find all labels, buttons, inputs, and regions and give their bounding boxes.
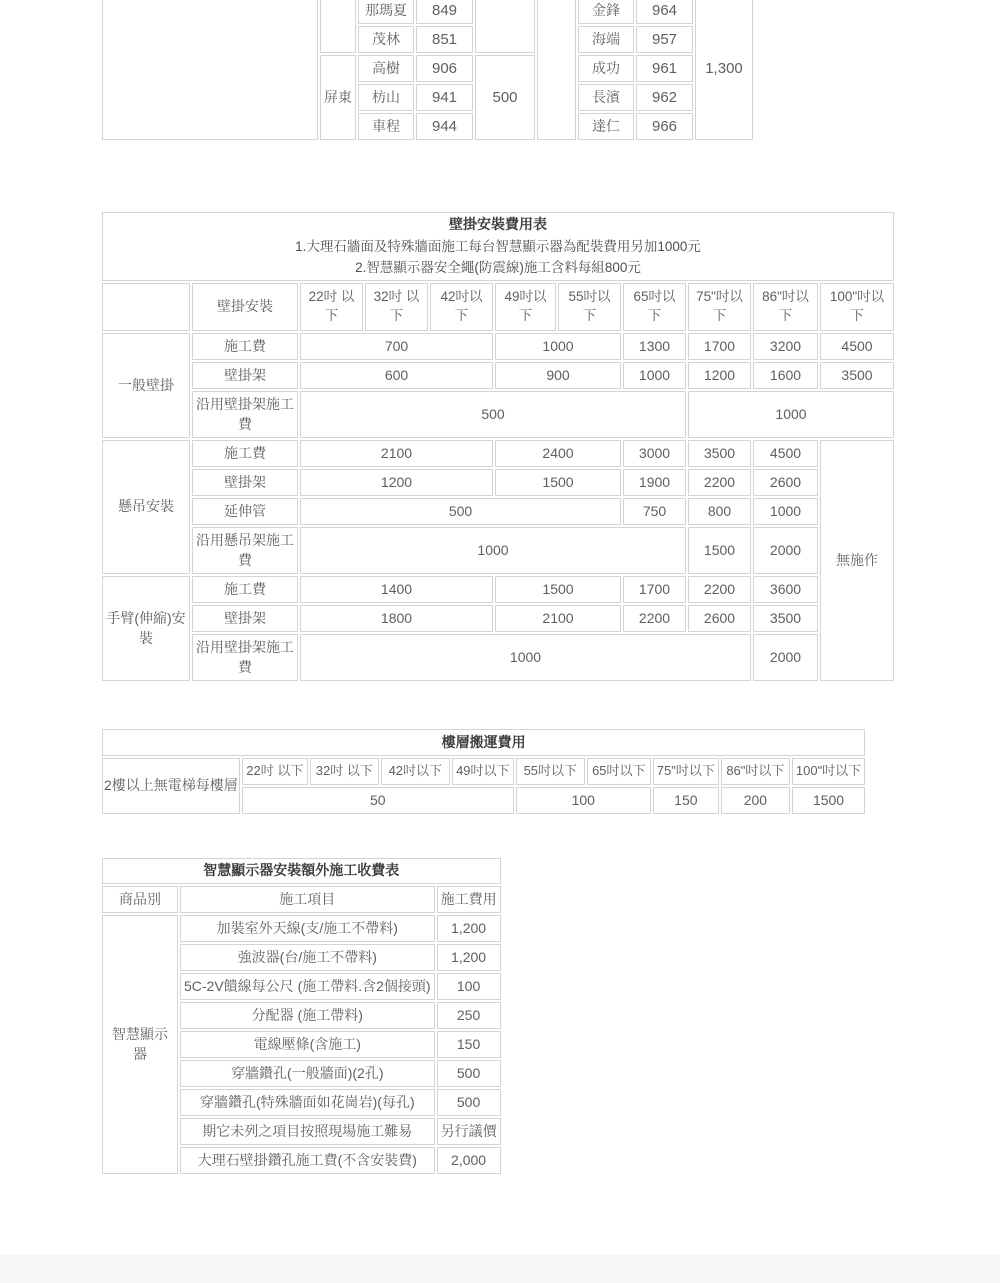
row-label: 施工費 — [192, 440, 298, 467]
item-cell: 穿牆鑽孔(特殊牆面如花崗岩)(每孔) — [180, 1089, 435, 1116]
location-cell: 枋山 — [358, 84, 414, 111]
location-cell: 茂林 — [358, 26, 414, 53]
fee-value: 2100 — [300, 440, 493, 467]
item-cell: 期它未列之項目按照現場施工難易 — [180, 1118, 435, 1145]
row-label: 壁掛架 — [192, 469, 298, 496]
size-header: 22吋 以下 — [300, 283, 363, 331]
fee-cell: 1,200 — [437, 915, 501, 942]
fee-value: 1400 — [300, 576, 493, 603]
fee-value: 1700 — [688, 333, 751, 360]
fee-cell: 100 — [437, 973, 501, 1000]
extra-construction-fee-table — [100, 856, 503, 1176]
fee-value: 3200 — [753, 333, 818, 360]
size-header: 86"吋以下 — [721, 758, 790, 785]
extra-fee-table-wrap — [100, 856, 503, 1176]
location-cell: 金鋒 — [578, 0, 634, 24]
row-label: 沿用懸吊架施工費 — [192, 527, 298, 574]
item-cell: 電線壓條(含施工) — [180, 1031, 435, 1058]
fee-value: 4500 — [753, 440, 818, 467]
category-label: 智慧顯示器 — [102, 915, 178, 1174]
fee-cell: 1,200 — [437, 944, 501, 971]
footer-strip — [0, 1255, 1000, 1283]
column-header: 施工項目 — [180, 886, 435, 913]
table-title: 智慧顯示器安裝額外施工收費表 — [102, 858, 501, 884]
no-service-cell: 無施作 — [820, 440, 894, 681]
fee-cell: 851 — [416, 26, 473, 53]
fee-cell: 500 — [437, 1089, 501, 1116]
fee-cell: 961 — [636, 55, 693, 82]
floor-moving-fee-table — [100, 727, 867, 816]
fee-cell: 250 — [437, 1002, 501, 1029]
location-cell: 長濱 — [578, 84, 634, 111]
fee-value: 500 — [300, 498, 621, 525]
fee-value: 1200 — [300, 469, 493, 496]
table-title-block — [102, 212, 894, 281]
size-header: 32吋 以下 — [365, 283, 428, 331]
fee-cell: 150 — [437, 1031, 501, 1058]
item-cell: 大理石壁掛鑽孔施工費(不含安裝費) — [180, 1147, 435, 1174]
wall-mount-fee-table — [100, 210, 896, 683]
fee-value: 750 — [623, 498, 686, 525]
fee-value: 1000 — [623, 362, 686, 389]
fee-value: 1500 — [688, 527, 751, 574]
empty-cell — [102, 0, 318, 140]
fee-value: 1600 — [753, 362, 818, 389]
fee-value: 500 — [300, 391, 686, 438]
fee-value: 150 — [653, 787, 719, 814]
fee-value: 50 — [242, 787, 514, 814]
size-header: 32吋 以下 — [310, 758, 379, 785]
location-cell: 車程 — [358, 113, 414, 140]
fee-value: 1000 — [688, 391, 894, 438]
fee-value: 2600 — [753, 469, 818, 496]
location-cell: 高樹 — [358, 55, 414, 82]
column-header: 施工費用 — [437, 886, 501, 913]
table-note: 1.大理石牆面及特殊牆面施工每台智慧顯示器為配裝費用另加1000元 — [295, 238, 701, 254]
section-label: 懸吊安裝 — [102, 440, 190, 574]
fee-value: 1200 — [688, 362, 751, 389]
fee-value: 1500 — [495, 576, 621, 603]
table-note: 2.智慧顯示器安全繩(防震線)施工含料每組800元 — [355, 259, 641, 275]
fee-value: 100 — [516, 787, 651, 814]
size-header: 22吋 以下 — [242, 758, 308, 785]
size-header: 100"吋以下 — [792, 758, 865, 785]
fee-cell: 500 — [437, 1060, 501, 1087]
fee-value: 700 — [300, 333, 493, 360]
size-header: 42吋以下 — [430, 283, 493, 331]
empty-cell — [320, 0, 356, 53]
table-title: 樓層搬運費用 — [102, 729, 865, 756]
fee-value: 3600 — [753, 576, 818, 603]
floor-moving-fee-table-wrap — [100, 727, 867, 816]
fee-cell: 906 — [416, 55, 473, 82]
fee-value: 1000 — [495, 333, 621, 360]
fee-cell: 966 — [636, 113, 693, 140]
item-cell: 加裝室外天線(支/施工不帶料) — [180, 915, 435, 942]
size-header: 65吋以下 — [587, 758, 651, 785]
column-header: 商品別 — [102, 886, 178, 913]
fee-cell: 941 — [416, 84, 473, 111]
fee-value: 2200 — [688, 469, 751, 496]
corner-label: 壁掛安裝 — [192, 283, 298, 331]
fee-cell: 另行議價 — [437, 1118, 501, 1145]
empty-cell — [475, 0, 535, 53]
merged-fee-cell: 1,300 — [695, 0, 753, 140]
size-header: 100"吋以下 — [820, 283, 894, 331]
fee-cell: 849 — [416, 0, 473, 24]
row-label: 壁掛架 — [192, 605, 298, 632]
fee-value: 1900 — [623, 469, 686, 496]
item-cell: 強波器(台/施工不帶料) — [180, 944, 435, 971]
regional-shipping-table-wrap — [100, 0, 755, 142]
spacer-cell — [537, 0, 576, 140]
fee-value: 2000 — [753, 527, 818, 574]
regional-shipping-table — [100, 0, 755, 142]
wall-mount-fee-table-wrap — [100, 210, 896, 683]
section-label: 一般壁掛 — [102, 333, 190, 438]
fee-value: 800 — [688, 498, 751, 525]
fee-value: 2100 — [495, 605, 621, 632]
size-header: 55吋以下 — [516, 758, 585, 785]
size-header: 49吋以下 — [495, 283, 556, 331]
fee-cell: 962 — [636, 84, 693, 111]
fee-value: 1000 — [753, 498, 818, 525]
fee-value: 3500 — [688, 440, 751, 467]
row-label: 沿用壁掛架施工費 — [192, 634, 298, 681]
location-cell: 海端 — [578, 26, 634, 53]
location-cell: 那瑪夏 — [358, 0, 414, 24]
size-header: 65吋以下 — [623, 283, 686, 331]
fee-cell: 964 — [636, 0, 693, 24]
fee-cell: 957 — [636, 26, 693, 53]
section-label: 手臂(伸縮)安裝 — [102, 576, 190, 681]
item-cell: 分配器 (施工帶料) — [180, 1002, 435, 1029]
fee-value: 600 — [300, 362, 493, 389]
item-cell: 5C-2V饋線每公尺 (施工帶料.含2個接頭) — [180, 973, 435, 1000]
fee-value: 900 — [495, 362, 621, 389]
fee-value: 2400 — [495, 440, 621, 467]
row-label: 壁掛架 — [192, 362, 298, 389]
fee-value: 2200 — [688, 576, 751, 603]
row-label: 2樓以上無電梯每樓層 — [102, 758, 240, 814]
size-header: 49吋以下 — [452, 758, 514, 785]
size-header: 75"吋以下 — [653, 758, 719, 785]
size-header: 75"吋以下 — [688, 283, 751, 331]
fee-value: 3500 — [753, 605, 818, 632]
fee-value: 1700 — [623, 576, 686, 603]
row-label: 施工費 — [192, 576, 298, 603]
row-label: 沿用壁掛架施工費 — [192, 391, 298, 438]
fee-value: 1300 — [623, 333, 686, 360]
fee-cell: 944 — [416, 113, 473, 140]
location-cell: 成功 — [578, 55, 634, 82]
row-label: 施工費 — [192, 333, 298, 360]
fee-value: 1000 — [300, 634, 751, 681]
merged-fee-cell: 500 — [475, 55, 535, 140]
size-header: 86"吋以下 — [753, 283, 818, 331]
item-cell: 穿牆鑽孔(一般牆面)(2孔) — [180, 1060, 435, 1087]
region-cell: 屏東 — [320, 55, 356, 140]
fee-value: 1800 — [300, 605, 493, 632]
fee-value: 200 — [721, 787, 790, 814]
fee-value: 3500 — [820, 362, 894, 389]
fee-value: 1500 — [792, 787, 865, 814]
fee-value: 2200 — [623, 605, 686, 632]
size-header: 42吋以下 — [381, 758, 450, 785]
fee-value: 1500 — [495, 469, 621, 496]
size-header: 55吋以下 — [558, 283, 621, 331]
fee-cell: 2,000 — [437, 1147, 501, 1174]
row-label: 延伸管 — [192, 498, 298, 525]
table-title: 壁掛安裝費用表 — [449, 216, 547, 233]
location-cell: 達仁 — [578, 113, 634, 140]
fee-value: 3000 — [623, 440, 686, 467]
fee-value: 4500 — [820, 333, 894, 360]
empty-cell — [102, 283, 190, 331]
fee-value: 1000 — [300, 527, 686, 574]
fee-value: 2600 — [688, 605, 751, 632]
fee-value: 2000 — [753, 634, 818, 681]
